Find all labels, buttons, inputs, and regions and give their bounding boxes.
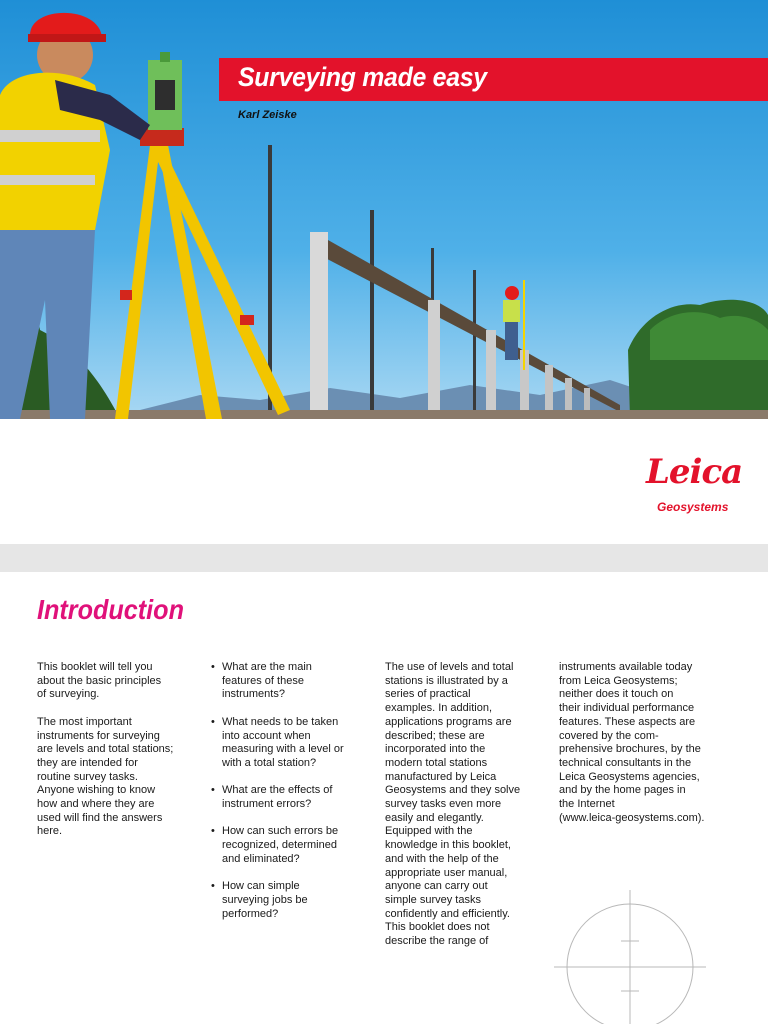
intro-question-list bbox=[211, 661, 361, 935]
list-item-text: What needs to be taken into account when measuring with a level or with a total station? bbox=[222, 715, 344, 769]
logo-subtitle: Geosystems bbox=[657, 500, 729, 514]
crosshair-icon bbox=[550, 885, 768, 1024]
section-divider-band bbox=[0, 544, 768, 572]
list-item bbox=[211, 825, 361, 866]
list-item-text: How can such errors be recognized, determined and eliminated? bbox=[222, 825, 339, 865]
intro-column-4 bbox=[559, 661, 709, 839]
bullet-icon: • bbox=[211, 825, 215, 838]
bullet-icon: • bbox=[211, 784, 215, 797]
intro-column-3 bbox=[385, 661, 535, 962]
bullet-icon: • bbox=[211, 661, 215, 673]
logo-wordmark: Leica bbox=[646, 452, 743, 492]
list-item bbox=[211, 716, 361, 771]
list-item bbox=[211, 661, 361, 702]
list-item-text: How can simple surveying jobs be performed? bbox=[222, 880, 308, 920]
list-item-text: What are the effects of instrument errors? bbox=[222, 784, 333, 810]
intro-paragraph: This booklet will tell you about the basic principles of surveying. bbox=[37, 661, 162, 701]
intro-column-1 bbox=[37, 661, 187, 853]
list-item-text: What are the main features of these instruments? bbox=[222, 661, 312, 701]
author-name: Karl Zeiske bbox=[238, 109, 297, 121]
bullet-icon: • bbox=[211, 880, 215, 893]
page-title: Surveying made easy bbox=[238, 62, 487, 92]
bullet-icon: • bbox=[211, 715, 215, 728]
intro-paragraph: instruments available today from Leica Geosystems; neither does it touch on their individual performance features. These aspects are covered by the com- prehensive brochures, by the technical consultants in the Leica Geosystems agencies, and by the home pages in the Internet (www.leica-geosystems.com). bbox=[559, 661, 705, 824]
intro-paragraph: The most important instruments for surveying are levels and total stations; they are intended for routine survey tasks. Anyone wishing to know how and where they are used will find the answers here. bbox=[37, 715, 174, 838]
section-heading: Introduction bbox=[37, 594, 184, 625]
intro-paragraph: The use of levels and total stations is illustrated by a series of practical examples. In addition, applications programs are described; these are incorporated into the modern total stations manufactured by Leica Geosystems and they solve survey tasks even more easily and elegantly. Equipped with the knowledge in this booklet, and with the help of the appropriate user manual, anyone can carry out simple survey tasks confidently and efficiently. This booklet does not describe the range of bbox=[385, 661, 521, 948]
leica-logo bbox=[640, 452, 750, 522]
list-item bbox=[211, 880, 361, 921]
list-item bbox=[211, 784, 361, 811]
